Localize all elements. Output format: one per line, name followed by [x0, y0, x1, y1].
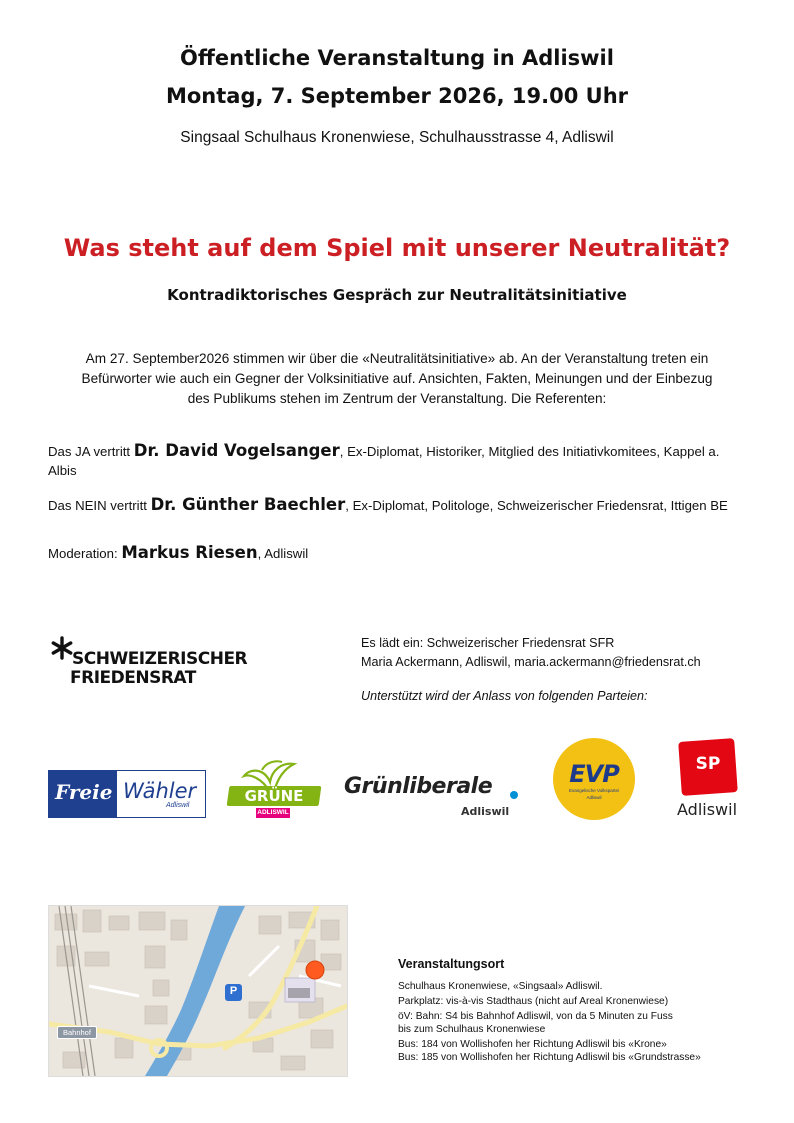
logo-line-1: SCHWEIZERISCHER: [72, 649, 248, 669]
evp-tagline: Evangelische Volkspartei: [568, 788, 620, 793]
moderation: [48, 543, 748, 563]
speaker-ja: [48, 441, 748, 480]
freie-waehler-logo: [48, 770, 206, 818]
location-line-5: Bus: 185 von Wollishofen her Richtung Adliswil bis «Grundstrasse»: [398, 1052, 701, 1063]
gruenliberale-place: Adliswil: [461, 805, 510, 818]
invite-line-2: Maria Ackermann, Adliswil, maria.ackermann@friedensrat.ch: [361, 655, 701, 669]
location-line-3a: öV: Bahn: S4 bis Bahnhof Adliswil, von da 5 Minuten zu Fuss: [398, 1011, 673, 1022]
bahnhof-label: Bahnhof: [57, 1026, 97, 1039]
gruene-name: GRÜNE: [244, 787, 304, 805]
speaker-nein: [48, 495, 748, 515]
freie-waehler-word2: Wähler: [123, 779, 197, 803]
moderation-name: Markus Riesen: [121, 543, 258, 562]
speaker-nein-prefix: Das NEIN vertritt: [48, 498, 151, 513]
parking-label: P: [229, 985, 238, 997]
location-line-1: Schulhaus Kronenwiese, «Singsaal» Adliswil.: [398, 981, 603, 992]
asterisk-icon: [50, 636, 74, 660]
intro-paragraph: Am 27. September2026 stimmen wir über die «Neutralitätsinitiative» ab. An der Veranstaltung treten ein Befürworter wie auch ein Gegner der Volksinitiative auf. Ansichten, Fakten, Meinungen und der Einbezug des Publikums stehen im Zentrum der Veranstaltung. Die Referenten:: [81, 351, 713, 406]
invite-line-1: Es lädt ein: Schweizerischer Friedensrat SFR: [361, 636, 615, 650]
evp-name: EVP: [569, 760, 619, 788]
gruenliberale-name: Grünliberale: [344, 774, 493, 799]
moderation-details: , Adliswil: [257, 546, 309, 561]
moderation-prefix: Moderation:: [48, 546, 122, 561]
speaker-nein-name: Dr. Günther Baechler: [150, 495, 346, 514]
location-line-2: Parkplatz: vis-à-vis Stadthaus (nicht auf Areal Kronenwiese): [398, 996, 669, 1007]
sp-logo: [679, 740, 741, 820]
logo-line-2: FRIEDENSRAT: [70, 668, 196, 688]
evp-place: Adliswil: [586, 795, 602, 800]
gruenliberale-dot: [510, 791, 518, 799]
gruene-place: ADLISWIL: [257, 809, 289, 816]
gruenliberale-logo: [344, 774, 524, 822]
location-line-3b: bis zum Schulhaus Kronenwiese: [398, 1024, 546, 1035]
location-info: [398, 958, 778, 1066]
freie-waehler-place: Adliswil: [166, 802, 190, 809]
speaker-ja-name: Dr. David Vogelsanger: [133, 441, 340, 460]
sp-place: Adliswil: [677, 800, 738, 819]
location-line-4: Bus: 184 von Wollishofen her Richtung Adliswil bis «Krone»: [398, 1039, 667, 1050]
location-title: Veranstaltungsort: [398, 957, 505, 971]
freie-waehler-word1: Freie: [55, 780, 113, 804]
support-note: Unterstützt wird der Anlass von folgenden Parteien:: [361, 689, 648, 703]
evp-logo: [553, 738, 635, 820]
main-subtitle: Kontradiktorisches Gespräch zur Neutralitätsinitiative: [167, 286, 627, 304]
map-graphic: [49, 906, 347, 1076]
event-venue: Singsaal Schulhaus Kronenwiese, Schulhausstrasse 4, Adliswil: [180, 129, 614, 146]
speaker-ja-prefix: Das JA vertritt: [48, 444, 134, 459]
main-title: Was steht auf dem Spiel mit unserer Neutralität?: [63, 234, 731, 262]
sp-name: SP: [695, 754, 721, 774]
event-heading: Öffentliche Veranstaltung in Adliswil: [180, 46, 614, 70]
speaker-nein-details: , Ex-Diplomat, Politologe, Schweizerischer Friedensrat, Ittigen BE: [345, 498, 728, 513]
event-date: Montag, 7. September 2026, 19.00 Uhr: [165, 84, 629, 108]
friedensrat-logo: [48, 634, 288, 694]
gruene-logo: [226, 758, 322, 820]
location-map: [48, 905, 348, 1077]
speaker-ja-details: , Ex-Diplomat, Historiker, Mitglied des Initiativkomitees, Kappel a. Albis: [48, 444, 720, 478]
